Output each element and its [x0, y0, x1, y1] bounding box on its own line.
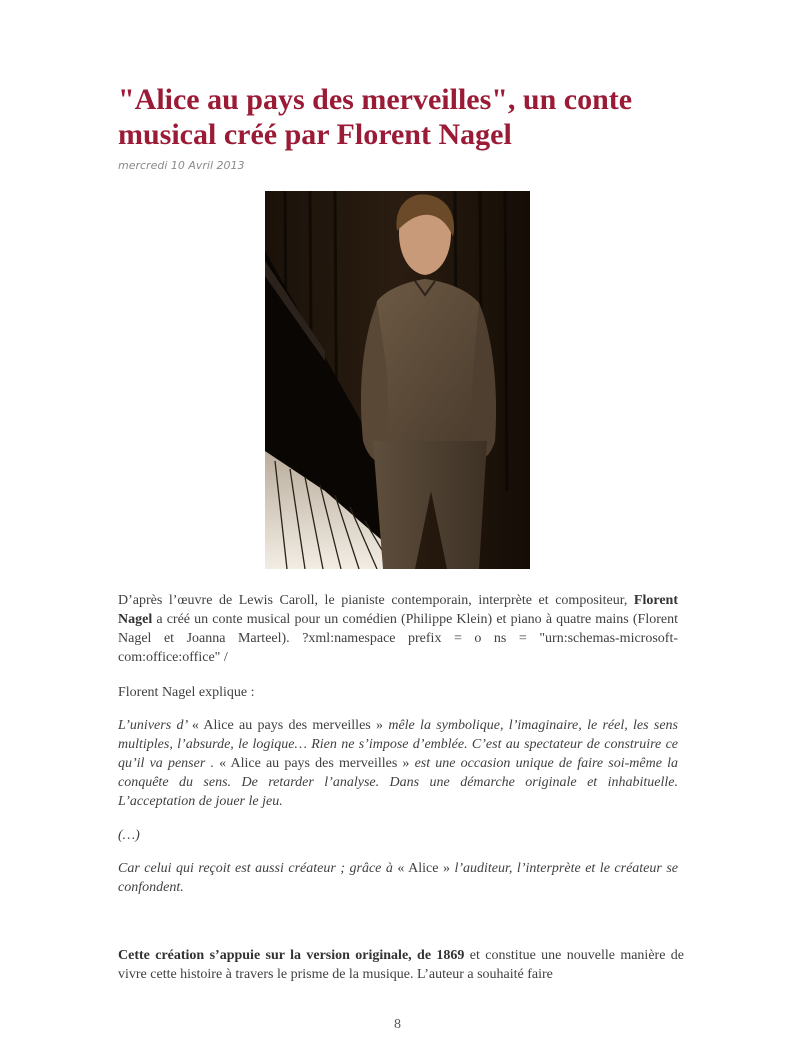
quote1-text-a: L’univers d’ — [118, 718, 192, 733]
intro-text-b: a créé un conte musical pour un comédien (Philippe Klein) et piano à quatre mains (Florent Nagel et Joanna Marteel). ?xml:namespace prefix = o ns = "urn:schemas-microsoft-com:office:office" / — [118, 612, 678, 665]
quote1-text-c: est une occasion unique de faire soi-même la conquête du sens. De retarder l’analyse. Dans une démarche originale et inhabituelle. L’acceptation de jouer le jeu. — [118, 756, 678, 809]
page-number: 8 — [394, 1017, 401, 1032]
creation-text: et constitue une nouvelle manière de vivre cette histoire à travers le prisme de la musique. L’auteur a souhaité faire — [118, 948, 684, 982]
article-photo — [265, 191, 530, 569]
quote-paragraph-1 — [118, 716, 678, 811]
quote2-text-a: Car celui qui reçoit est aussi créateur ; grâce à — [118, 861, 398, 876]
creation-bold-text: Cette création s’appuie sur la version originale, de 1869 — [118, 948, 465, 963]
article-date: mercredi 10 Avril 2013 — [118, 159, 245, 172]
article-title: "Alice au pays des merveilles", un conte musical créé par Florent Nagel — [118, 83, 633, 151]
quote1-work-title-2: « Alice au pays des merveilles » — [219, 756, 410, 771]
intro-paragraph — [118, 591, 678, 667]
creation-paragraph — [118, 946, 684, 984]
intro-author-name: Florent Nagel — [118, 593, 678, 627]
ellipsis-paragraph: (…) — [118, 828, 140, 843]
quote2-work-title: « Alice » — [397, 861, 450, 876]
quote1-work-title: « Alice au pays des merveilles » — [191, 718, 384, 733]
quote2-text-b: l’auditeur, l’interprète et le créateur se confondent. — [118, 861, 679, 895]
intro-text-a: D’après l’œuvre de Lewis Caroll, le pianiste contemporain, interprète et compositeur, — [118, 593, 634, 608]
quote1-text-b: mêle la symbolique, l’imaginaire, le réel, les sens multiples, l’absurde, le logique… Rien ne s’impose d’emblée. C’est au spectateur de construire ce qu’il va penser . — [118, 718, 678, 771]
explains-paragraph: Florent Nagel explique : — [118, 685, 255, 700]
quote-paragraph-2 — [118, 859, 678, 897]
